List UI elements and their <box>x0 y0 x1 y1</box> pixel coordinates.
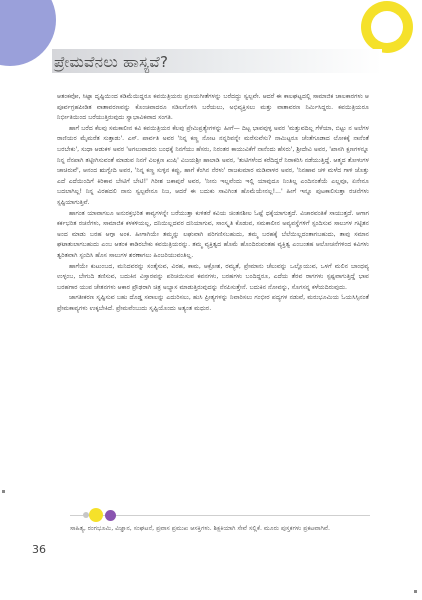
page-number: 36 <box>32 543 46 556</box>
paragraph: ಹಾಗೆಯೇ ಕುಟುಂಬದ, ಮನಿದವರನ್ನು ಸಂತೈಸುವ, ವಿರಹ, ಕಾಮ, ಆಕ್ರೋಶ, ರಮ್ಯತೆ, ಪ್ರೇಮಾನು ಚೆಲುವನ್ನು ಒಲ್ಲೊಯುವ, ಒಳಗೆ ಮಲಿನ ಬಾಂಧವ್ಯ ಉಳ್ಳಂಬ, ಬೇಗುದಿ ತಣಿಸುವ, ಬದುಕಿನ ವಿಸ್ತಾರವನ್ನು ಪರಿಚಯಿಸುವ ಕವನಗಳು, ಬರಹಗಳು ಬಂದಿದ್ದರೂ, ಎದೆಯ ತೆರವ ರಾಗಗಳು ಸ್ಪಷ್ಟವಾಗುತ್ತಿದ್ದೆ ಭಾವ ಬರಹಗಾರ ಯುವ ಚೇತನಗಳು ಆಕಾರ ಪ್ರೌಢರಾಗಿ ಚಿತ್ರ ಅಭ್ಯಾಸ ಮಾಡುತ್ತಿರುವುದನ್ನು ನೆನಪಿಸುತ್ತೇನೆ. ಬದುಕಿನ ನೋವನ್ನು, ಸೊಗಸನ್ನ ಕಳೆಯದಿರುವುದು. <box>57 262 369 291</box>
crop-mark <box>2 490 5 493</box>
yellow-dot <box>89 508 103 522</box>
purple-dot <box>105 510 116 521</box>
article-body <box>57 92 369 314</box>
decorative-blue-circle <box>0 0 56 66</box>
paragraph: ಹಾಗಂತ ಯಾವಾಗಲೂ ಅನುರಕ್ತಭರಿತ ಕಾವ್ಯಗಳನ್ನೇ ಬರೆಯುತ್ತಾ ಕುಳಿತರೆ ಕವಿಯ ಚಿಂತನಶೀಲ ಓಷ್ಟೆ ಧಕ್ಕೆಯಾಗುತ್ತದೆ. ವಿಚಾರವಂತಿಕೆ ಸಾಯುತ್ತದೆ. ಆಗಾಗ ಕರ್ಕಭರಿತ ರಚನೆಗಳು, ಸಾಮಾಜಿಕ ಕಳಕಳಿಯಲ್ಲ, ದನಿಯಿಲ್ಲದವರ ದನಿಯಾಗುವ, ಸಾಂಸ್ಕೃತಿ ಕೊಡುವ, ಸಮಕಾಲೀನ ಅವ್ಯವಸ್ಥೆಗಳಿಗೆ ಸ್ಪಂದಿಸುವ ಸಾಲುಗಳ ಗಟ್ಟಿತನ ಅಂದ ಮಾಡು ಬರಹ ಆಗ್ಗಾ ಅಂಕ. ಹೀಗಾಗಿಯೇ ತಮ್ಮನ್ನು ಲಘುವಾಗಿ ಪರಿಗಣಿಸಬಹುದು, ತಮ್ಮ ಬರಹಕ್ಕೆ ಬೆಲೆಯಿಲ್ಲದಂತಾಗಬಹುದು, ತಾವು ಸಮಾನ ಘಟಾತುಲಾಗಬಹುದು ಎಂಬ ಆತಂಕ ಕಾಡಿರಬೇಕು ಕವಯಿತ್ರಿಯರನ್ನು. ತಮ್ಮ ವ್ಯಕ್ತಿತ್ವದ ಹೊಮೆ ಹೊಂದಿರುವಂತಹ ವ್ಯಕ್ತಿತ್ವ ಎಂಬಂತಹ ಆಲೋಚನೆಗಳಿಂದ ಕವಿಗಳು ತ್ವರಿತವಾಗಿ ಸ್ಪಂದಿಸಿ ಹೊಸ ಸಾಲುಗಳ ಶರಣಾಗಲು ಹಿಂಜರಿಯುವಂತಿಲ್ಲ. <box>57 209 369 259</box>
paragraph: ಆತಂಕವೋ, ಸಿಟ್ಟಾ ದೃಷ್ಟಿಯಿಂದ ಕಡಿಮೆಯಿದ್ದರೂ ಕವಯಿತ್ರಿಯರು ಪ್ರಣಯಗೀತೆಗಳನ್ನು ಬರೆದದ್ದು ಸ್ವಲ್ಪವೇ. ಆದರೆ ಈ ಕಾಲಘಟ್ಟದಲ್ಲಿ ಸಾಮಾಜಿಕ ಚಾಲಕಾರಗಳು ಆ ಪೂರ್ವಗ್ರಹಪೀಡಿತ ವಾತಾವರಣವನ್ನು ಕೊಂಚವಾದರೂ ಸಡಿಲಗೊಳಿಸಿ ಬರೆಯಲು, ಅಭಿವ್ಯಕ್ತಿಸಲು ಮತ್ತು ವಾತಾವರಣ ನಿರ್ಮಿಸಿದ್ದರು. ಕವಯಿತ್ರಿಯರೂ ನಿರ್ಭೀತಿಯಿಂದ ಬರೆಯುತ್ತಿರುವುದು ಸ್ವಾಭಾವಿಕವಾದ ಸಂಗತಿ. <box>57 93 369 122</box>
page-title: ಪ್ರೇಮವೆನಲು ಹಾಸ್ಯವೆ? <box>54 53 169 71</box>
paragraph: ಹಾಗೆ ಬರೆದ ಕೆಲವು ಸಮಕಾಲೀನ ಕವಿ ಕವಯಿತ್ರಿಯರ ಕೆಲವು ಪ್ರೇಮಿಪ್ರತ್ಯೇಗಳನ್ನು ಹೀಗೆ— ದಿಟ್ಟ ಭಾವವುಳ್ಳ ಅವರ 'ಮತ್ತುವದಿಲ್ಲ ಗೆಳೆಯಾ, ಬಿಟ್ಟು ನ ಅಲೆಗಳ ರಾಣಿಯರ ಮೈಮರೆತ ಸುತ್ತಾಡು'. ಎಸ್. ಪಾರ್ವತಿ ಅವರ 'ನಿನ್ನ ಕಣ್ಣ ನೋಟ ನನ್ನರಿವನ್ನೇ ಮರೆಸುವೆಸು? ನಾಮಿಟ್ಟರೂ ಚೆಂತೆಗೂಡಾದ ಲೋಕಕ್ಕೆ ನಾನೆಂತೆ ಬರಬೇಕು', ಸುಧಾ ಆಡುಕಳ ಅವರ 'ಅಗಲುವಾದರು ಬಂಧಕ್ಕೆ ನಿನಗೆಯು ಹೆಸರು, ನಿರಂತರ ಕಾಯುವಿಕೆಗೆ ನಾನೆಂದು ಹೆಸರು', ಶ್ರೀದೇವಿ ಅವರ, 'ಖಾಸಗಿ ಕ್ಷಣಗಳನ್ನೂ ನಿನ್ನ ನೆನಪಾಗಿ ತಟ್ಟೀಗಿಸುವಂತೆ ಮಾಡುವ ನಿನಗೆ ವಿಲಕ್ಷಣ ಖುಷಿ' ವಿಜಯಶ್ರೀ ಹಾಲಾಡಿ ಅವರ, 'ತುಟಿಗಳೆಂದ ಕರೆದಿದ್ದರೆ ನಿರಾಕರಿಸಿ ನಡೆಯುತ್ತಿದ್ದೆ. ಆತ್ಮದ ತೋಳುಗಳ ಚಾಚಿರುವೆ', ಆನಂದ ಋಗ್ವೇದಿ ಅವರ, 'ನಿನ್ನ ಕಣ್ಣ ಸುಳ್ಳಿನ ಕಪ್ಪು, ಹಾಗೆ ಕೆಂಗಿನ ನೆರಳು' ರಾಜಕುಮಾರ ಮಡಿವಾಳರ ಅವರ, 'ನಿನಹಾವ ಚಳಿ ಮಳೆದ ಗಾಳಿ ಜೊತ್ತು ಎದೆ ಎದೆಯಿಂದಿಗೆ ಕಿರಿಕಾವ ಬೇಟಿಗೆ ಬೇಟಿ!' ಗಿರೀಶ ಜಕಾಪುರೆ ಅವರ, 'ನೀನು ಇಲ್ಲವೆಂದು ಇಲ್ಲಿ ಯಾವುದೂ ನಿಂತಿಲ್ಲ ಎಂದಿನಂತೆಯೆ ಎಲ್ಲವೂ, ಏನೇನೂ ಬದಲಾಗಿಲ್ಲ! ನಿನ್ನ ವಿರಹದಲಿ ನಾನು ಸ್ವಲ್ಪವೇನೂ ನಿಜ, ಆದರೆ ಈ ಬದುಕು ಸಾವಿಗಿಂತ ಹೊಮೆಯೇನಲ್ಲ!...' ಹೀಗೆ ಇನ್ನೂ ಪುಟಕಾಲಿಸುತ್ತಾ ರಚನೆಗಳು ಸ್ಪಷ್ಟಿಯಾಗುತ್ತಿವೆ. <box>57 124 369 206</box>
crop-mark <box>414 590 417 593</box>
author-bio: ಸಾಹಿತ್ಯ, ರಂಗಭೂಮಿ, ವಿಜ್ಞಾನ, ಸಂಘಟನೆ, ಪ್ರವಾಸ ಪ್ರಮುಖ ಆಸಕ್ತಿಗಳು. ಶಿಕ್ಷಕಿಯಾಗಿ ಸೇವೆ ಸಲ್ಲಿಕೆ. ಮೂರು ಪುಸ್ತಕಗಳು ಪ್ರಕಟವಾಗಿವೆ. <box>70 525 331 532</box>
decorative-yellow-ring <box>361 1 413 53</box>
paragraph: ಜಾಗತೀಕರಣ ಸೃಷ್ಟಿಸುವ ಬಹು ದೊಡ್ಡ ಸವಾಲನ್ನು ಎದುರಿಸಲು, ಹುಸಿ ಪ್ರೀತ್ಯಗಳನ್ನು ನಿವಾರಿಸಲು ಗಂಭೀರ ಪದ್ಯಗಳ ನಡುವೆ, ಮರುಭೂಮಿಯ ಓಯಸಿಸ್ಸಿನಂತೆ ಪ್ರೇಮಕಾವ್ಯಗಳು ಉಕ್ಕಬೇಕಿದೆ. ಪ್ರೇಮವೆಂಬುದು ಸೃಷ್ಟಿಯೊಂದು ಅತ್ಯಂತ ಮಧುರ. <box>57 294 369 312</box>
footer-ornament <box>83 508 143 522</box>
